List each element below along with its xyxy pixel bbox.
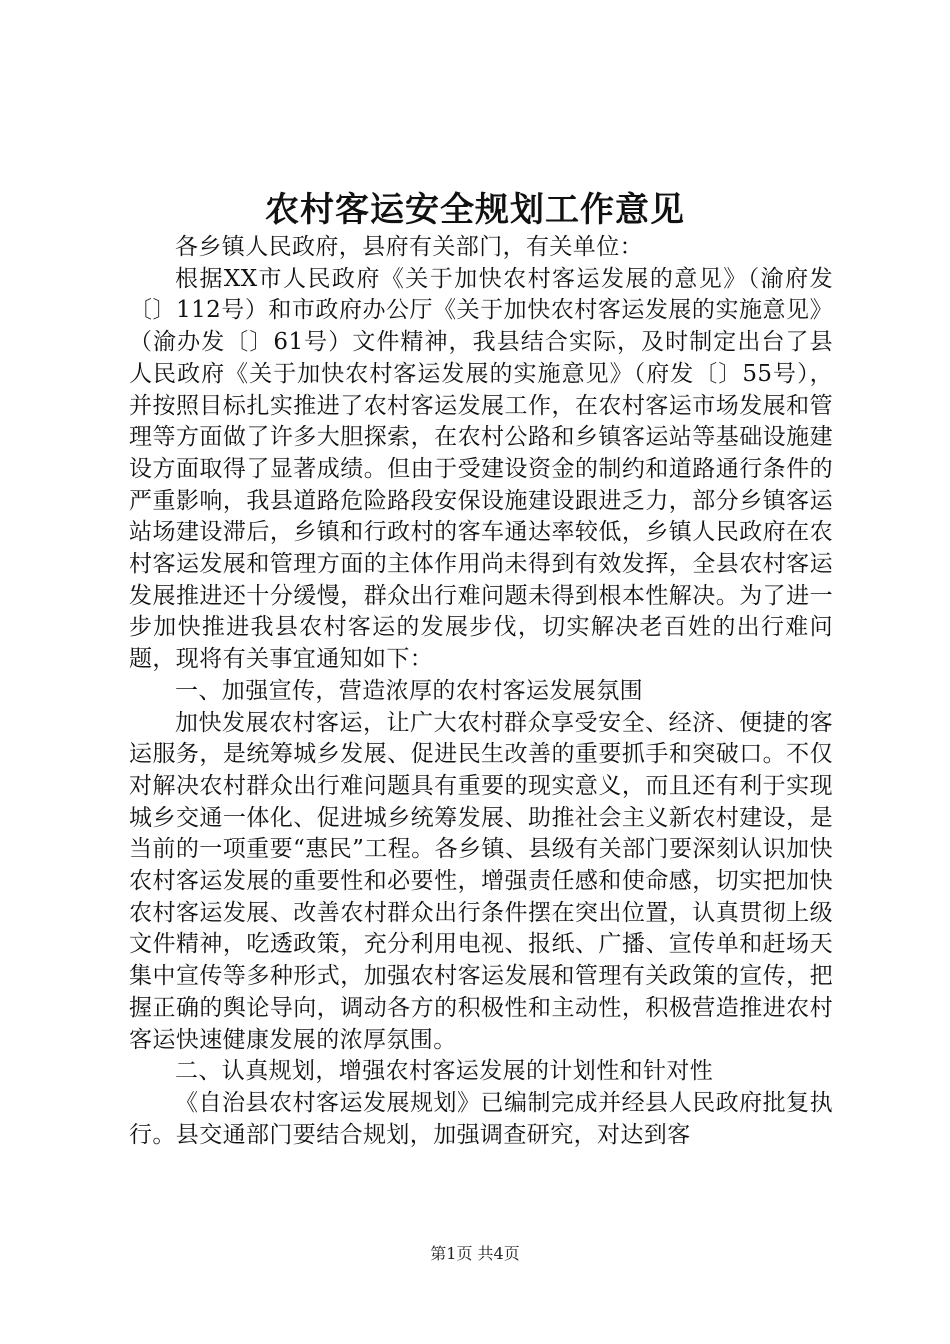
section-1-paragraph: 加快发展农村客运，让广大农村群众享受安全、经济、便捷的客运服务，是统筹城乡发展、促进民生改善的重要抓手和突破口。不仅对解决农村群众出行难问题具有重要的现实意义，而且还有利于实现城乡交通一体化、促进城乡统筹发展、助推社会主义新农村建设，是当前的一项重要“惠民”工程。各乡镇、县级有关部门要深刻认识加快农村客运发展的重要性和必要性，增强责任感和使命感，切实把加快农村客运发展、改善农村群众出行条件摆在突出位置，认真贯彻上级文件精神，吃透政策，充分利用电视、报纸、广播、宣传单和赶场天集中宣传等多种形式，加强农村客运发展和管理有关政策的宣传，把握正确的舆论导向，调动各方的积极性和主动性，积极营造推进农村客运快速健康发展的浓厚氛围。 (129, 709, 833, 1053)
intro-paragraph: 根据XX市人民政府《关于加快农村客运发展的意见》（渝府发〔〕112号）和市政府办公厅《关于加快农村客运发展的实施意见》（渝办发〔〕61号）文件精神，我县结合实际，及时制定出台了县人民政府《关于加快农村客运发展的实施意见》（府发〔〕55号），并按照目标扎实推进了农村客运发展工作，在农村客运市场发展和管理等方面做了许多大胆探索，在农村公路和乡镇客运站等基础设施建设方面取得了显著成绩。但由于受建设资金的制约和道路通行条件的严重影响，我县道路危险路段安保设施建设跟进乏力，部分乡镇客运站场建设滞后，乡镇和行政村的客车通达率较低，乡镇人民政府在农村客运发展和管理方面的主体作用尚未得到有效发挥，全县农村客运发展推进还十分缓慢，群众出行难问题未得到根本性解决。为了进一步加快推进我县农村客运的发展步伐，切实解决老百姓的出行难问题，现将有关事宜通知如下： (129, 265, 833, 673)
salutation-paragraph: 各乡镇人民政府，县府有关部门，有关单位： (175, 234, 643, 260)
section-2-paragraph: 《自治县农村客运发展规划》已编制完成并经县人民政府批复执行。县交通部门要结合规划，加强调查研究，对达到客 (129, 1089, 833, 1148)
document-body (129, 232, 833, 1151)
page-footer: 第1页 共4页 (430, 1244, 520, 1263)
document-title: 农村客运安全规划工作意见 (265, 190, 685, 230)
section-heading-2: 二、认真规划，增强农村客运发展的计划性和针对性 (175, 1058, 714, 1085)
section-heading-1: 一、加强宣传，营造浓厚的农村客运发展氛围 (175, 677, 643, 704)
